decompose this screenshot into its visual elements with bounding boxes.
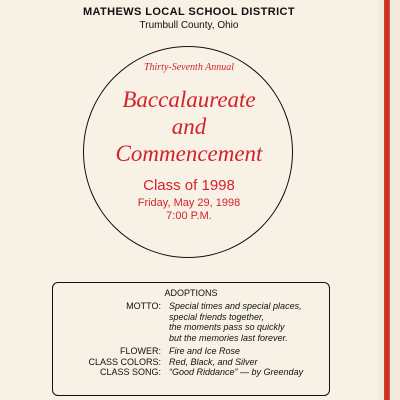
adoption-value: Special times and special places, special friends together, the moments pass so quickly but the memories last forever. [169,301,302,343]
red-deckled-edge [384,0,390,400]
district-name: MATHEWS LOCAL SCHOOL DISTRICT [82,6,296,18]
ceremony-date: Friday, May 29, 1998 [137,197,241,209]
adoption-value: “Good Riddance” — by Greenday [169,367,304,377]
ceremony-time: 7:00 P.M. [166,210,212,222]
header [0,5,378,32]
adoption-label: CLASS COLORS: [88,356,161,367]
title-line-commencement: Commencement [115,141,263,166]
adoption-label: CLASS SONG: [99,367,161,377]
adoptions-box [52,282,330,396]
title-line-baccalaureate: Baccalaureate [122,87,256,112]
adoption-row-song [53,367,329,378]
adoption-label: MOTTO: [126,301,161,311]
adoption-label: FLOWER: [119,346,161,356]
title-line-and: and [171,114,207,139]
adoption-row-flower [53,346,329,357]
title-block [70,62,308,223]
adoption-row-motto [53,301,329,343]
adoption-value: Red, Black, and Silver [169,356,258,367]
class-year: Class of 1998 [143,177,235,194]
annual-label: Thirty-Seventh Annual [143,62,235,73]
adoption-row-colors [53,357,329,368]
adoptions-title: ADOPTIONS [164,288,218,298]
adoption-value: Fire and Ice Rose [169,346,241,356]
county-name: Trumbull County, Ohio [139,20,239,31]
ceremony-title [70,86,308,167]
